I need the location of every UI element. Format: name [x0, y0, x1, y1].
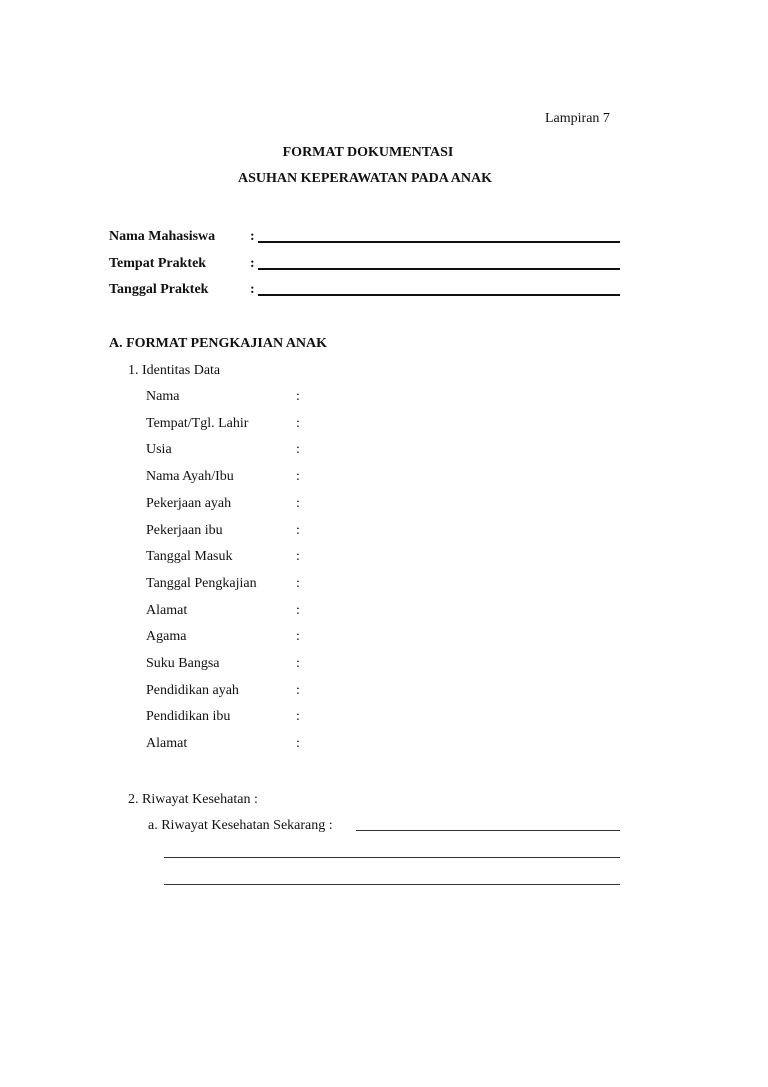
colon: : [296, 629, 300, 645]
colon: : [296, 495, 300, 511]
riwayat-sekarang-field-line-3[interactable] [164, 884, 620, 885]
colon: : [250, 255, 255, 271]
colon: : [296, 656, 300, 671]
section-a-heading: A. FORMAT PENGKAJIAN ANAK [109, 336, 328, 351]
header-field-input[interactable] [258, 241, 620, 243]
colon: : [250, 282, 255, 297]
riwayat-sekarang-field[interactable] [356, 830, 620, 831]
title-line-2: ASUHAN KEPERAWATAN PADA ANAK [238, 171, 492, 186]
identitas-field-label: Tanggal Masuk [146, 549, 233, 565]
colon: : [296, 415, 300, 431]
identitas-field-label: Usia [146, 442, 172, 458]
colon: : [296, 389, 300, 404]
colon: : [296, 736, 300, 752]
identitas-field-label: Alamat [146, 602, 188, 618]
header-field-input[interactable] [258, 268, 620, 270]
identitas-heading: 1. Identitas Data [128, 363, 221, 378]
header-field-label: Nama Mahasiswa [109, 229, 216, 244]
colon: : [296, 602, 300, 618]
identitas-field-label: Tempat/Tgl. Lahir [146, 415, 249, 431]
colon: : [296, 682, 300, 698]
riwayat-sekarang-label: a. Riwayat Kesehatan Sekarang : [148, 818, 333, 833]
identitas-field-label: Nama Ayah/Ibu [146, 469, 234, 485]
lampiran-label: Lampiran 7 [545, 111, 610, 126]
identitas-field-label: Suku Bangsa [146, 656, 220, 671]
header-field-input[interactable] [258, 294, 620, 296]
identitas-field-label: Pekerjaan ayah [146, 495, 232, 511]
identitas-field-label: Pendidikan ayah [146, 682, 239, 698]
colon: : [296, 469, 300, 485]
colon: : [296, 549, 300, 565]
colon: : [296, 575, 300, 591]
identitas-field-label: Pendidikan ibu [146, 709, 231, 725]
riwayat-sekarang-field-line-2[interactable] [164, 857, 620, 858]
riwayat-heading: 2. Riwayat Kesehatan : [128, 792, 258, 807]
identitas-field-label: Agama [146, 629, 187, 645]
identitas-field-label: Nama [146, 389, 180, 404]
header-field-label: Tempat Praktek [109, 255, 207, 271]
colon: : [296, 442, 300, 458]
colon: : [296, 522, 300, 538]
identitas-field-label: Tanggal Pengkajian [146, 575, 257, 591]
colon: : [250, 229, 255, 244]
identitas-field-label: Pekerjaan ibu [146, 522, 223, 538]
identitas-field-label: Alamat [146, 736, 188, 752]
header-field-label: Tanggal Praktek [109, 282, 209, 297]
colon: : [296, 709, 300, 725]
title-line-1: FORMAT DOKUMENTASI [282, 145, 454, 160]
